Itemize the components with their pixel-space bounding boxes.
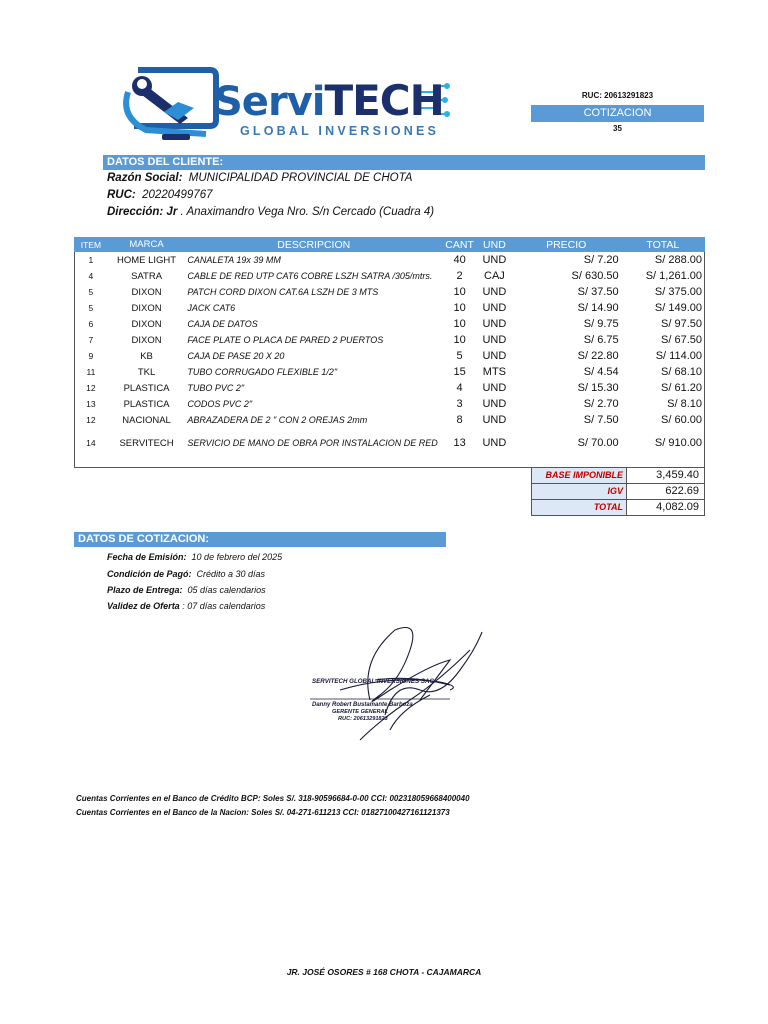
cell-total: S/ 97.50 — [661, 318, 702, 330]
table-row — [74, 348, 705, 364]
cell-item: 5 — [88, 287, 94, 297]
col-marca: MARCA — [108, 237, 186, 252]
table-header-row — [74, 237, 705, 252]
total-value: 4,082.09 — [656, 501, 699, 513]
cell-marca: NACIONAL — [122, 414, 171, 426]
cell-precio: S/ 7.20 — [583, 254, 619, 266]
client-ruc-value: 20220499767 — [142, 189, 213, 201]
cell-total: S/ 61.20 — [661, 382, 702, 394]
igv-label: IGV — [532, 484, 627, 499]
cell-cant: 10 — [453, 334, 466, 346]
cell-item: 6 — [88, 319, 94, 329]
cell-precio: S/ 70.00 — [577, 437, 619, 449]
cell-cant: 10 — [453, 318, 466, 330]
cell-marca: SERVITECH — [119, 437, 174, 449]
cell-marca: PLASTICA — [123, 398, 170, 410]
cell-descripcion: SERVICIO DE MANO DE OBRA POR INSTALACION DE RED — [187, 438, 438, 448]
brand-name: ServiTECH — [214, 76, 444, 125]
cell-descripcion: CABLE DE RED UTP CAT6 COBRE LSZH SATRA /305/mtrs. — [187, 271, 433, 281]
cell-marca: PLASTICA — [123, 382, 170, 394]
cell-cant: 8 — [456, 414, 463, 426]
cell-total: S/ 60.00 — [661, 414, 702, 426]
cell-total: S/ 68.10 — [661, 366, 702, 378]
cell-precio: S/ 7.50 — [583, 414, 619, 426]
cell-und: UND — [482, 414, 507, 426]
cell-descripcion: PATCH CORD DIXON CAT.6A LSZH DE 3 MTS — [187, 287, 379, 297]
col-cant: CANT — [442, 237, 477, 252]
cell-descripcion: CAJA DE DATOS — [187, 319, 258, 329]
table-row — [74, 332, 705, 348]
cell-cant: 2 — [456, 270, 463, 282]
company-ruc: RUC: 20613291823 — [581, 91, 654, 100]
table-row — [74, 300, 705, 316]
cell-total: S/ 149.00 — [654, 302, 702, 314]
cell-precio: S/ 15.30 — [577, 382, 619, 394]
cell-und: UND — [482, 437, 507, 449]
cell-total: S/ 910.00 — [654, 437, 702, 449]
doc-type-bar: COTIZACION — [531, 105, 704, 122]
table-row — [74, 268, 705, 284]
base-imponible-row — [531, 467, 705, 484]
cell-total: S/ 67.50 — [661, 334, 702, 346]
fecha-value: 10 de febrero del 2025 — [191, 552, 283, 562]
client-section-title: DATOS DEL CLIENTE: — [103, 155, 705, 170]
plazo-entrega — [107, 585, 266, 595]
total-row — [531, 499, 705, 516]
cell-und: UND — [482, 318, 507, 330]
validez-label: Validez de Oferta — [107, 601, 180, 611]
cell-und: UND — [482, 334, 507, 346]
cell-precio: S/ 630.50 — [571, 270, 619, 282]
cell-marca: DIXON — [131, 286, 162, 298]
fecha-emision — [107, 552, 282, 562]
cell-marca: DIXON — [131, 334, 162, 346]
razon-label: Razón Social: — [107, 172, 183, 184]
bank-account-bcp: Cuentas Corrientes en el Banco de Crédito BCP: Soles S/. 318-90596684-0-00 CCI: 00231805966840004​0 — [76, 794, 470, 803]
cell-und: UND — [482, 286, 507, 298]
cell-cant: 10 — [453, 286, 466, 298]
table-row — [74, 252, 705, 268]
cell-und: CAJ — [484, 270, 505, 282]
validez-value: : 07 días calendarios — [182, 601, 266, 611]
condicion-label: Condición de Pagó: — [107, 569, 192, 579]
cell-und: UND — [482, 350, 507, 362]
table-row — [74, 396, 705, 412]
cell-und: UND — [482, 254, 507, 266]
cell-descripcion: CODOS PVC 2" — [187, 399, 253, 409]
cell-item: 5 — [88, 303, 94, 313]
cell-descripcion: CANALETA 19x 39 MM — [187, 255, 281, 265]
cell-precio: S/ 22.80 — [577, 350, 619, 362]
col-und: UND — [477, 237, 512, 252]
razon-value: MUNICIPALIDAD PROVINCIAL DE CHOTA — [188, 172, 413, 184]
cell-marca: HOME LIGHT — [116, 254, 177, 266]
plazo-label: Plazo de Entrega: — [107, 585, 183, 595]
cell-marca: KB — [140, 350, 153, 362]
cell-cant: 15 — [453, 366, 466, 378]
cell-marca: TKL — [137, 366, 156, 378]
cell-cant: 5 — [456, 350, 463, 362]
client-direccion — [107, 206, 434, 218]
svg-text:GERENTE GENERAL: GERENTE GENERAL — [332, 709, 388, 715]
cell-und: UND — [482, 302, 507, 314]
svg-text:Danny Robert Bustamante Barboz: Danny Robert Bustamante Barboza — [312, 702, 413, 708]
cell-precio: S/ 37.50 — [577, 286, 619, 298]
cell-cant: 3 — [456, 398, 463, 410]
cell-precio: S/ 6.75 — [583, 334, 619, 346]
cell-total: S/ 114.00 — [655, 350, 702, 362]
cell-item: 9 — [88, 351, 94, 361]
total-label: TOTAL — [532, 500, 627, 515]
cell-descripcion: JACK CAT6 — [187, 303, 236, 313]
cell-cant: 10 — [453, 302, 466, 314]
base-imponible-value: 3,459.40 — [656, 469, 699, 481]
cell-marca: DIXON — [131, 302, 162, 314]
brand-subtitle: GLOBAL INVERSIONES — [240, 124, 440, 138]
cell-total: S/ 288.00 — [654, 254, 702, 266]
col-descripcion: DESCRIPCION — [185, 237, 442, 252]
client-ruc — [107, 189, 213, 201]
items-table — [74, 237, 705, 458]
svg-text:SERVITECH GLOBAL INVERSIONES S: SERVITECH GLOBAL INVERSIONES SAC — [312, 678, 434, 685]
quote-section-title: DATOS DE COTIZACION: — [74, 532, 446, 547]
cell-item: 12 — [86, 415, 96, 425]
cell-descripcion: TUBO PVC 2" — [187, 383, 245, 393]
cell-descripcion: FACE PLATE O PLACA DE PARED 2 PUERTOS — [187, 335, 384, 345]
footer-address: JR. JOSÉ OSORES # 168 CHOTA - CAJAMARCA — [286, 967, 482, 977]
cell-item: 4 — [88, 271, 94, 281]
direccion-value: . Anaximandro Vega Nro. S/n Cercado (Cuadra 4) — [180, 206, 435, 218]
cell-precio: S/ 4.54 — [583, 366, 619, 378]
cell-descripcion: TUBO CORRUGADO FLEXIBLE 1/2" — [187, 367, 338, 377]
cell-item: 12 — [86, 383, 96, 393]
cell-und: MTS — [482, 366, 507, 378]
fecha-label: Fecha de Emisión: — [107, 552, 187, 562]
cell-total: S/ 375.00 — [654, 286, 702, 298]
table-row — [74, 380, 705, 396]
doc-number: 35 — [613, 124, 622, 133]
cell-precio: S/ 2.70 — [583, 398, 619, 410]
cell-cant: 13 — [453, 437, 466, 449]
igv-row — [531, 483, 705, 500]
igv-value: 622.69 — [665, 485, 699, 497]
cell-item: 11 — [86, 367, 96, 377]
col-total: TOTAL — [621, 237, 705, 252]
cell-item: 13 — [86, 399, 96, 409]
svg-text:RUC: 20613291823: RUC: 20613291823 — [338, 716, 388, 722]
table-row — [74, 412, 705, 428]
cell-cant: 4 — [456, 382, 463, 394]
cell-cant: 40 — [453, 254, 466, 266]
cell-descripcion: ABRAZADERA DE 2 " CON 2 OREJAS 2mm — [187, 415, 368, 425]
bank-account-nacion: Cuentas Corrientes en el Banco de la Nacion: Soles S/. 04-271-611213 CCI: 01827100427161121373 — [76, 808, 450, 817]
table-row — [74, 284, 705, 300]
client-ruc-label: RUC: — [107, 189, 136, 201]
validez-oferta — [107, 601, 265, 611]
col-item: ITEM — [74, 237, 108, 252]
cell-item: 7 — [88, 335, 94, 345]
cell-precio: S/ 9.75 — [583, 318, 619, 330]
direccion-label: Dirección: Jr — [107, 206, 178, 218]
cell-item: 14 — [86, 438, 96, 448]
condicion-pago — [107, 569, 265, 579]
signature-stamp-icon — [300, 620, 500, 750]
col-precio: PRECIO — [512, 237, 621, 252]
cell-total: S/ 8.10 — [667, 398, 702, 410]
plazo-value: 05 días calendarios — [187, 585, 266, 595]
cell-item: 1 — [88, 255, 94, 265]
base-imponible-label: BASE IMPONIBLE — [532, 468, 627, 483]
condicion-value: Crédito a 30 días — [196, 569, 266, 579]
table-row — [74, 428, 705, 458]
cell-total: S/ 1,261.00 — [645, 270, 702, 282]
cell-und: UND — [482, 398, 507, 410]
cell-descripcion: CAJA DE PASE 20 X 20 — [187, 351, 285, 361]
cell-marca: SATRA — [131, 270, 163, 282]
cell-und: UND — [482, 382, 507, 394]
table-row — [74, 364, 705, 380]
items-table-body — [74, 252, 705, 458]
cell-precio: S/ 14.90 — [577, 302, 619, 314]
client-razon — [107, 172, 412, 184]
cell-marca: DIXON — [131, 318, 162, 330]
table-row — [74, 316, 705, 332]
